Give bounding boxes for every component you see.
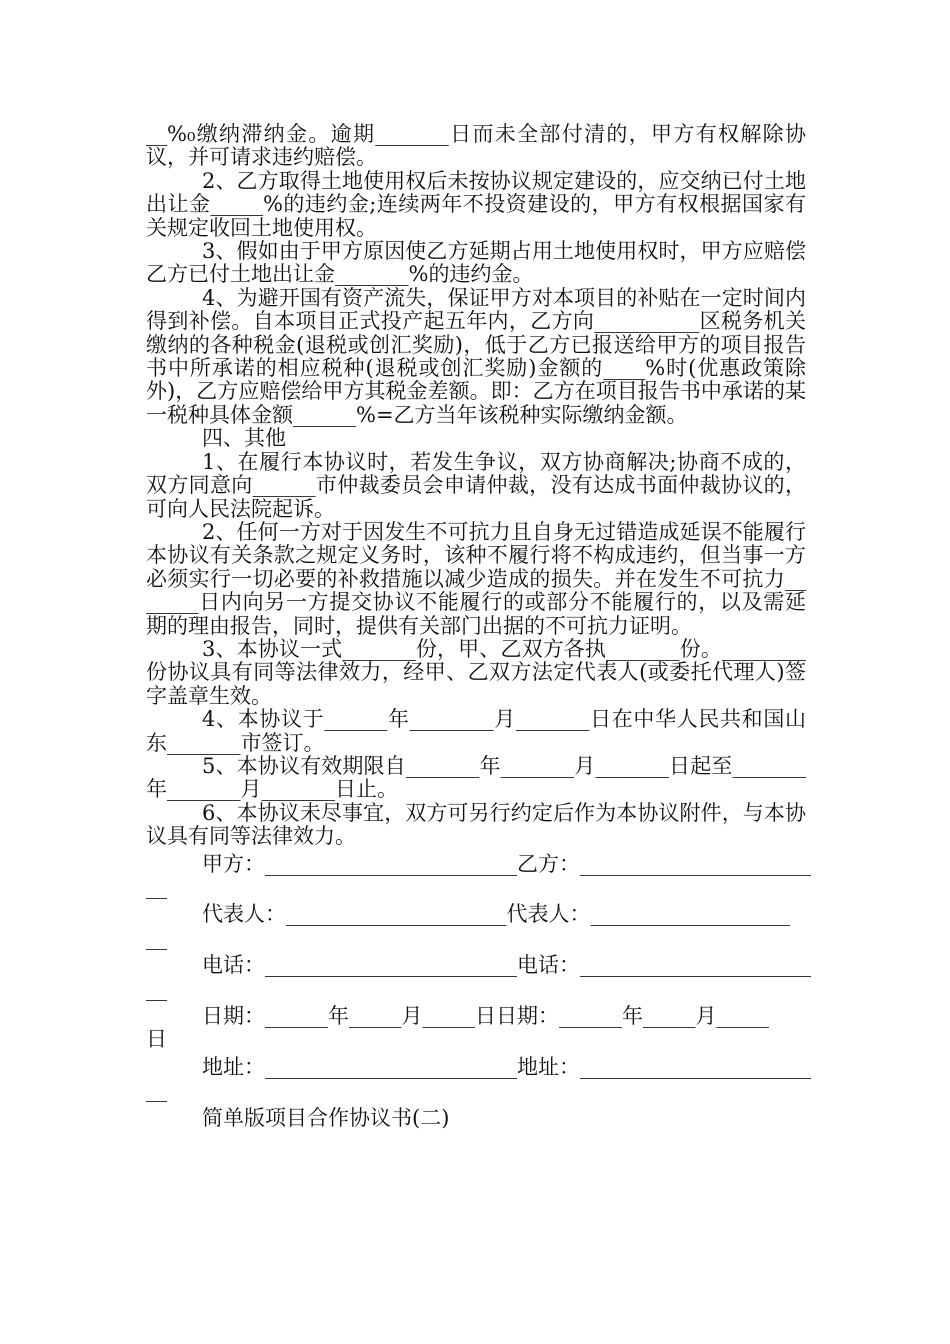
signature-address-tail: __ bbox=[146, 1078, 167, 1103]
signature-row-party bbox=[146, 851, 811, 900]
signature-representative-tail: __ bbox=[146, 925, 167, 950]
document-body bbox=[146, 122, 811, 1130]
paragraph-other-3: 3、本协议一式_______份，甲、乙双方各执_______份。________份协议具有同等法律效力，经甲、乙双方法定代表人(或委托代理人)签字盖章生效。 bbox=[146, 636, 806, 708]
paragraph-other-4: 4、本协议于______年________月_______日在中华人民共和国山东_______市签订。 bbox=[146, 707, 806, 755]
signature-row-phone bbox=[146, 953, 811, 1001]
signature-party-tail: __ bbox=[146, 875, 167, 899]
signature-date-line: 日期：______年_____月_____日日期：______年_____月_____ bbox=[202, 1004, 769, 1029]
signature-date-tail: 日 bbox=[146, 1027, 167, 1052]
signature-address-line: 地址：________________________地址：______________________ bbox=[202, 1054, 811, 1079]
paragraph-clause-3: 3、假如由于甲方原因使乙方延期占用土地使用权时，甲方应赔偿乙方已付土地出让金_______%的违约金。 bbox=[146, 239, 806, 287]
signature-phone-line: 电话：________________________电话：______________________ bbox=[202, 953, 811, 978]
paragraph-other-1: 1、在履行本协议时，若发生争议，双方协商解决;协商不成的，双方同意向______市仲裁委员会申请仲裁，没有达成书面仲裁协议的，可向人民法院起诉。 bbox=[146, 449, 806, 521]
paragraph-other-2: 2、任何一方对于因发生不可抗力且自身无过错造成延误不能履行本协议有关条款之规定义务时，该种不履行将不构成违约，但当事一方必须实行一切必要的补救措施以减少造成的损失。并在发生不可抗力_______日内向另一方提交协议不能履行的或部分不能履行的，以及需延期的理由报告，同时，提供有关部门出据的不可抗力证明。 bbox=[146, 519, 806, 638]
paragraph-clause-2: 2、乙方取得土地使用权后未按协议规定建设的，应交纳已付土地出让金_____%的违约金;连续两年不投资建设的，甲方有权根据国家有关规定收回土地使用权。 bbox=[146, 168, 806, 240]
paragraph-other-5: 5、本协议有效期限自_______年_______月_______日起至_______年_______月_______日止。 bbox=[146, 753, 806, 802]
signature-representative-line: 代表人：_____________________代表人：___________________ bbox=[202, 902, 790, 927]
paragraph-other-6: 6、本协议未尽事宜，双方可另行约定后作为本协议附件，与本协议具有同等法律效力。 bbox=[146, 800, 806, 849]
next-agreement-title: 简单版项目合作协议书(二) bbox=[202, 1105, 450, 1130]
signature-row-address bbox=[146, 1054, 811, 1103]
signature-row-representative bbox=[146, 902, 806, 950]
signature-row-date bbox=[146, 1004, 806, 1052]
paragraph-clause-4: 4、为避开国有资产流失，保证甲方对本项目的补贴在一定时间内得到补偿。自本项目正式投产起五年内，乙方向__________区税务机关缴纳的各种税金(退税或创汇奖励)，低于乙方已报送给甲方的项目报告书中所承诺的相应税种(退税或创汇奖励)金额的____%时(优惠政策除外)，乙方应赔偿给甲方其税金差额。即：乙方在项目报告书中承诺的某一税种具体金额______%=乙方当年该税种实际缴纳金额。 bbox=[146, 285, 806, 427]
section-heading-other: 四、其他 bbox=[202, 426, 286, 451]
signature-phone-tail: __ bbox=[146, 976, 167, 1001]
signature-party-line: 甲方：________________________乙方：______________________ bbox=[202, 851, 811, 876]
paragraph-penalty-overdue: __%₀缴纳滞纳金。逾期_______日而未全部付清的，甲方有权解除协议，并可请求违约赔偿。 bbox=[146, 122, 806, 170]
